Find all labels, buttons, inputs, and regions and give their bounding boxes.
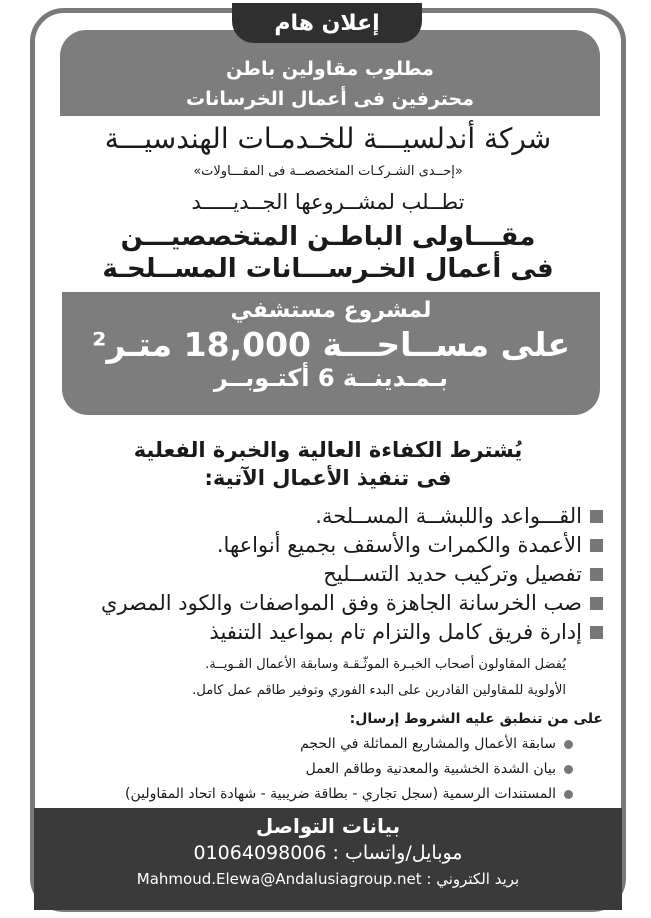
- important-announcement-tag: إعلان هام: [232, 3, 422, 43]
- list-item: سابقة الأعمال والمشاريع المماثلة في الحجم: [125, 732, 573, 757]
- company-subtitle: «إحــدى الشـركـات المتخصصــة فى المقـــاولات»: [193, 164, 463, 179]
- bullet-icon: [564, 740, 573, 749]
- notes: [192, 652, 566, 704]
- header-line2: محترفين فى أعمال الخرسانات: [185, 88, 475, 110]
- conditions-line1: يُشترط الكفاءة العالية والخبرة الفعلية: [133, 438, 523, 462]
- list-item: المستندات الرسمية (سجل تجاري - بطاقة ضريبية - شهادة اتحاد المقاولين): [125, 782, 573, 807]
- header-line1: مطلوب مقاولين باطن: [226, 58, 434, 80]
- list-item: القـــواعد واللبشــة المســلحة.: [101, 502, 603, 531]
- bullet-icon: [564, 790, 573, 799]
- square-bullet-icon: [590, 510, 603, 523]
- bullet-icon: [564, 765, 573, 774]
- list-item: إدارة فريق كامل والتزام تام بمواعيد التنفيذ: [101, 618, 603, 647]
- wanted-line2: فى أعمال الخـرســـانات المســلحـة: [102, 254, 554, 284]
- company-name: شركة أندلسيـــة للخـدمـات الهندسيـــة: [104, 122, 552, 155]
- list-item: تفصيل وتركيب حديد التســليح: [101, 560, 603, 589]
- note: يُفضل المقاولون أصحاب الخبـرة الموثّـقـة وسابقة الأعمال القـويــة.: [205, 657, 566, 672]
- contact-email[interactable]: بريد الكتروني : Mahmoud.Elewa@Andalusiagroup.net: [136, 870, 520, 888]
- works-list: [101, 502, 603, 647]
- project-banner: [62, 292, 600, 415]
- project-line1: لمشروع مستشفي: [230, 298, 432, 323]
- square-bullet-icon: [590, 568, 603, 581]
- contact-phone[interactable]: موبايل/واتساب : 01064098006: [193, 842, 463, 864]
- note: الأولوية للمقاولين القادرين على البدء الفوري وتوفير طاقم عمل كامل.: [192, 683, 566, 698]
- project-city: بـمـدينــة 6 أكتـوبــر: [213, 364, 449, 392]
- list-item: بيان الشدة الخشبية والمعدنية وطاقم العمل: [125, 757, 573, 782]
- contact-title: بيانات التواصل: [255, 814, 401, 838]
- send-list: [125, 732, 573, 807]
- send-title: على من تنطبق عليه الشروط إرسال:: [349, 711, 603, 727]
- contact-footer: [34, 808, 622, 910]
- list-item: صب الخرسانة الجاهزة وفق المواصفات والكود المصري: [101, 589, 603, 618]
- square-bullet-icon: [590, 539, 603, 552]
- project-area: على مســاحـــة 18,000 متـر²: [92, 325, 570, 364]
- conditions-line2: فى تنفيذ الأعمال الآتية:: [204, 466, 452, 490]
- wanted-line1: مقـــاولى الباطـن المتخصصيـــن: [120, 222, 536, 252]
- square-bullet-icon: [590, 626, 603, 639]
- list-item: الأعمدة والكمرات والأسقف بجميع أنواعها.: [101, 531, 603, 560]
- request-text: تطــلب لمشــروعها الجــديـــــد: [191, 190, 465, 214]
- square-bullet-icon: [590, 597, 603, 610]
